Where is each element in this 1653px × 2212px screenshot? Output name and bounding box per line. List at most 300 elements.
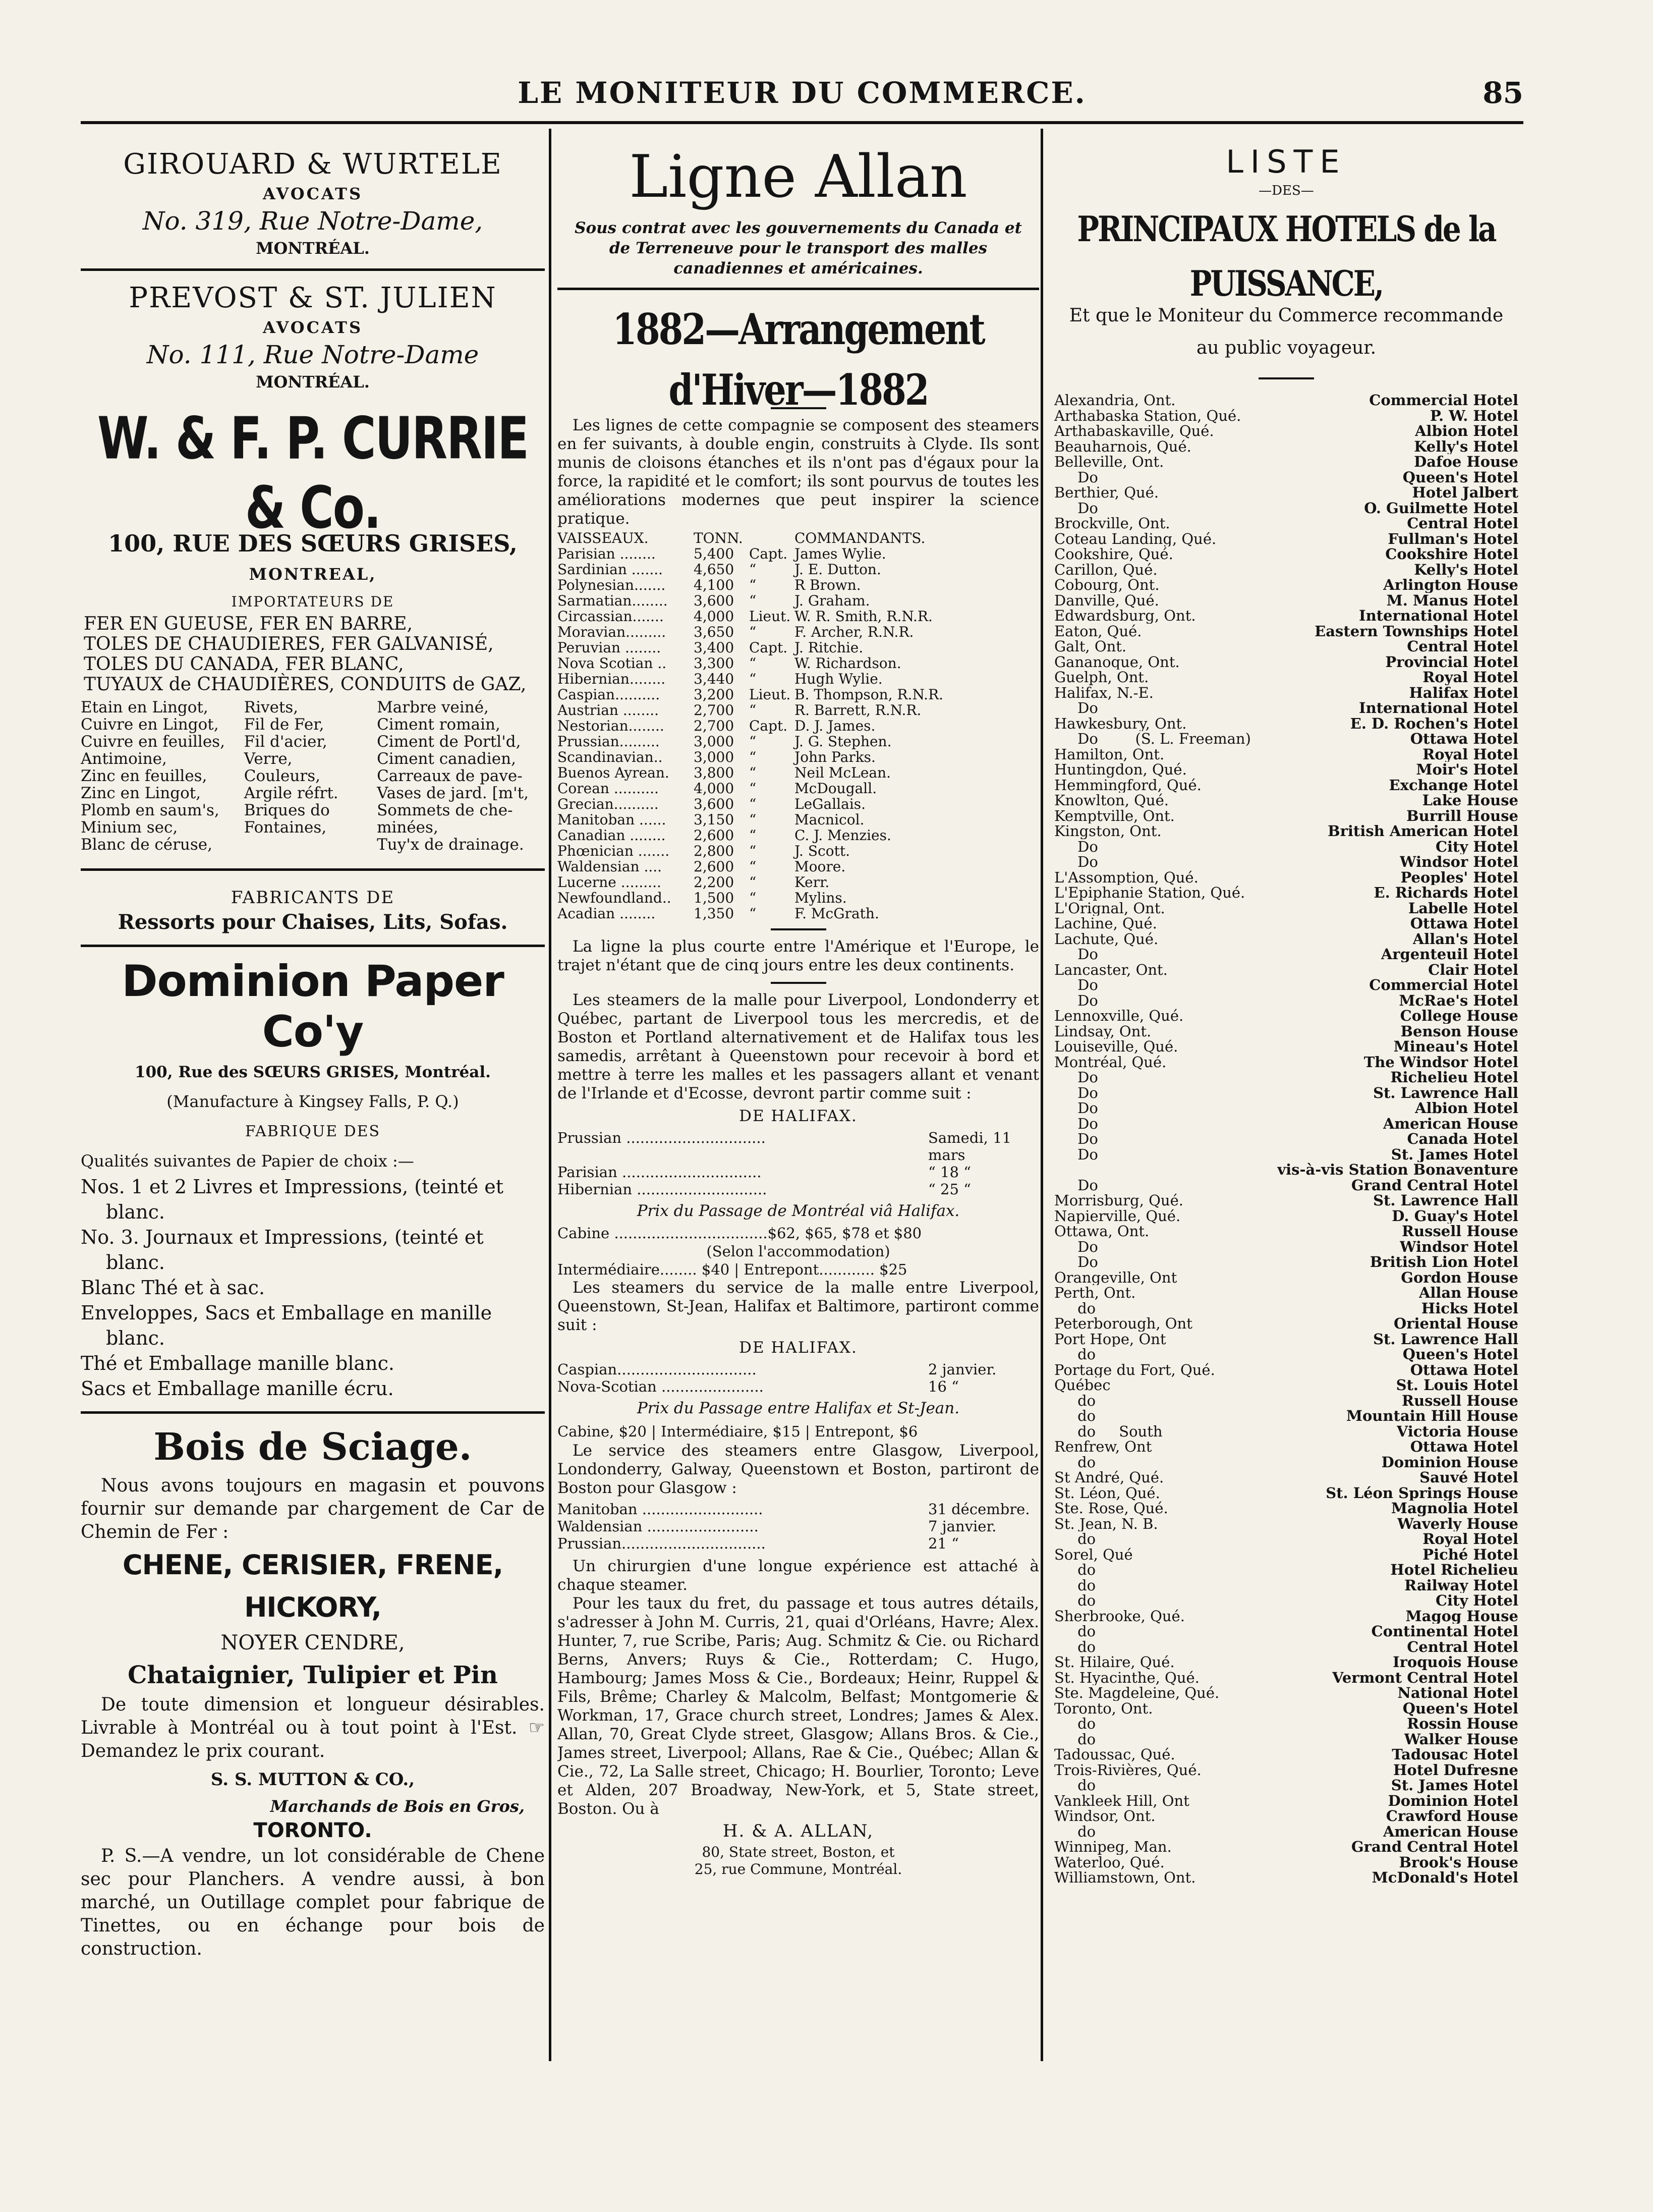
- ship-cell: 2,200: [694, 874, 734, 891]
- schedule-row: [557, 1361, 1039, 1378]
- bois-ps: P. S.—A vendre, un lot considérable de Chene sec pour Planchers. A vendre aussi, à bon marché, un Outillage complet pour fabrique de Tinettes, ou en échange pour bois de construction.: [81, 1846, 545, 1959]
- hotel-town: do: [1054, 1347, 1096, 1362]
- ship-cell: “: [749, 874, 757, 891]
- divider: [81, 1411, 545, 1414]
- ship-row: [557, 609, 1039, 624]
- hotel-name: D. Guay's Hotel: [1392, 1208, 1518, 1224]
- hotel-town: do: [1054, 1593, 1096, 1609]
- ship-row: [557, 796, 1039, 812]
- hotel-row: [1054, 1562, 1518, 1578]
- hotel-name: Royal Hotel: [1422, 746, 1518, 762]
- des-heading: —DES—: [1259, 183, 1314, 198]
- hotel-town: Carillon, Qué.: [1054, 562, 1158, 577]
- hotel-town: Galt, Ont.: [1054, 639, 1127, 654]
- hotel-row: [1054, 1839, 1518, 1855]
- ship-cell: 3,440: [694, 671, 734, 687]
- hotel-name: Hotel Richelieu: [1390, 1562, 1518, 1578]
- hotel-row: [1054, 1732, 1518, 1747]
- hotel-row: [1054, 962, 1518, 978]
- hotel-row: [1054, 1347, 1518, 1362]
- hotel-name: Rossin House: [1407, 1716, 1518, 1732]
- agent-address-1: 80, State street, Boston, et: [702, 1844, 895, 1860]
- hotel-name: American House: [1383, 1823, 1518, 1839]
- hotel-name: Canada Hotel: [1407, 1131, 1518, 1147]
- hotel-row: [1054, 1285, 1518, 1301]
- currie-product-grid: [81, 699, 545, 853]
- hotel-town: St André, Qué.: [1054, 1470, 1164, 1485]
- schedule-cell: Prussian...............................: [557, 1535, 766, 1552]
- ship-row: [557, 718, 1039, 734]
- hotel-town: Do: [1054, 500, 1098, 516]
- ship-cell: 3,150: [694, 811, 734, 828]
- hotel-town: Do: [1054, 854, 1098, 870]
- product-cell: Antimoine,: [81, 750, 167, 768]
- ship-cell: James Wylie.: [794, 545, 886, 562]
- hotel-name: City Hotel: [1435, 1593, 1518, 1609]
- hotel-name: St. Lawrence Hall: [1373, 1085, 1518, 1100]
- ship-cell: Parisian ........: [557, 545, 656, 562]
- short-rule: [771, 982, 826, 984]
- hotel-row: [1054, 1332, 1518, 1347]
- hotel-row: [1054, 839, 1518, 855]
- schedule-cell: Hibernian ............................: [557, 1181, 767, 1198]
- hotel-town: L'Orignal, Ont.: [1054, 900, 1165, 916]
- ship-cell: 3,200: [694, 686, 734, 703]
- divider: [557, 288, 1039, 290]
- bois-text: Nous avons toujours en magasin et pouvons fournir sur demande par chargement de Car de Chemin de Fer :: [81, 1475, 545, 1542]
- hotel-town: Knowlton, Qué.: [1054, 793, 1169, 808]
- hotel-town: Cobourg, Ont.: [1054, 577, 1160, 593]
- hotel-town: Hemmingford, Qué.: [1054, 777, 1202, 793]
- hotel-name: Windsor Hotel: [1399, 854, 1518, 870]
- hotel-town: do: [1054, 1300, 1096, 1316]
- ship-cell: McDougall.: [794, 780, 877, 797]
- hotel-row: [1054, 731, 1518, 747]
- hotel-row: [1054, 1254, 1518, 1270]
- bois-dimension: De toute dimension et longueur désirables. Livrable à Montréal ou à tout point à l'Est. ☞ Demandez le prix courant.: [81, 1694, 545, 1761]
- halifax-st-jean-schedule: [557, 1361, 1039, 1395]
- ships-header-cell: TONN.: [694, 530, 743, 546]
- ship-row: [557, 890, 1039, 906]
- ship-cell: R. Barrett, R.N.R.: [794, 702, 922, 718]
- ship-cell: 4,100: [694, 577, 734, 593]
- ship-row: [557, 812, 1039, 827]
- hotel-row: [1054, 916, 1518, 931]
- hotel-name: Ottawa Hotel: [1410, 916, 1518, 931]
- ship-row: [557, 749, 1039, 765]
- hotel-town: St. Hilaire, Qué.: [1054, 1654, 1175, 1670]
- hotel-row: [1054, 593, 1518, 609]
- schedule-row: [557, 1535, 1039, 1552]
- ship-cell: 1,350: [694, 905, 734, 922]
- hotel-name: Magog House: [1405, 1608, 1518, 1624]
- hotel-row: [1054, 1716, 1518, 1732]
- hotel-row: [1054, 1100, 1518, 1116]
- hotel-town: Ottawa, Ont.: [1054, 1224, 1150, 1239]
- hotel-town: Vankleek Hill, Ont: [1054, 1793, 1189, 1808]
- hotel-row: [1054, 1147, 1518, 1163]
- hotel-name: Allan's Hotel: [1412, 931, 1518, 947]
- bois-woods: CHENE, CERISIER, FRENE, HICKORY,: [122, 1549, 503, 1623]
- hotel-town: do: [1054, 1531, 1096, 1547]
- hotel-town: do: [1054, 1778, 1096, 1793]
- hotel-town: do: [1054, 1454, 1096, 1470]
- ship-cell: Sarmatian........: [557, 592, 668, 609]
- ships-table: [557, 530, 1039, 921]
- schedule-row: [557, 1129, 1039, 1164]
- hotel-town: Do: [1054, 1146, 1098, 1162]
- principaux-heading: PRINCIPAUX HOTELS de la PUISSANCE,: [1077, 208, 1496, 304]
- hotel-town: Ste. Magdeleine, Qué.: [1054, 1685, 1220, 1701]
- paper-quality-item: Blanc Thé et à sac.: [81, 1277, 265, 1299]
- hotel-row: [1054, 1516, 1518, 1532]
- ship-cell: Kerr.: [794, 874, 830, 891]
- hotel-name: vis-à-vis Station Bonaventure: [1277, 1162, 1518, 1178]
- product-cell: Ciment canadien,: [377, 750, 516, 768]
- ship-cell: “: [749, 811, 757, 828]
- hotel-town: Berthier, Qué.: [1054, 485, 1159, 501]
- hotel-town: Williamstown, Ont.: [1054, 1870, 1196, 1886]
- ship-cell: Prussian.........: [557, 733, 660, 750]
- hotel-row: [1054, 1193, 1518, 1208]
- hotel-row: [1054, 1424, 1518, 1440]
- hotel-row: [1054, 931, 1518, 947]
- hotel-name: Ottawa Hotel: [1410, 1362, 1518, 1377]
- hotel-row: [1054, 1747, 1518, 1762]
- ship-cell: Capt.: [749, 639, 788, 656]
- hotel-name: Argenteuil Hotel: [1381, 947, 1518, 962]
- hotel-town: Lachute, Qué.: [1054, 931, 1159, 947]
- hotel-name: Labelle Hotel: [1408, 900, 1518, 916]
- ship-cell: Phœnician .......: [557, 843, 670, 859]
- hotel-town: Morrisburg, Qué.: [1054, 1193, 1183, 1208]
- hotel-town: do South: [1054, 1423, 1163, 1439]
- paper-quality-item: Enveloppes, Sacs et Emballage en manille blanc.: [81, 1302, 492, 1349]
- glasgow-service: Le service des steamers entre Glasgow, Liverpool, Londonderry, Galway, Queenstown et Boston, partiront de Boston pour Glasgow :: [557, 1442, 1039, 1497]
- hotel-name: Richelieu Hotel: [1390, 1070, 1518, 1085]
- ship-cell: 2,600: [694, 827, 734, 844]
- product-cell: Carreaux de pave-: [377, 767, 523, 785]
- hotel-row: [1054, 1547, 1518, 1563]
- ship-cell: R Brown.: [794, 577, 861, 593]
- hotel-row: [1054, 793, 1518, 808]
- allan-intro: Les lignes de cette compagnie se composent des steamers en fer suivants, à double engin, construits à Clyde. Ils sont munis de cloisons étanches et ils n'ont pas d'égaux pour la force, la rapidité et le comfort; ils sont pourvus de toutes les améliorations modernes que peut inspirer la science pratique.: [557, 416, 1039, 528]
- hotel-name: St. Léon Springs House: [1326, 1485, 1518, 1501]
- hotel-town: Do: [1054, 1116, 1098, 1131]
- hotel-name: Russell House: [1401, 1224, 1518, 1239]
- ship-cell: J. G. Stephen.: [794, 733, 892, 750]
- glasgow-schedule: [557, 1501, 1039, 1552]
- hotel-row: [1054, 1008, 1518, 1024]
- hotel-row: [1054, 716, 1518, 732]
- hotel-town: Halifax, N.-E.: [1054, 685, 1154, 700]
- hotel-town: do: [1054, 1639, 1096, 1654]
- hotel-name: Queen's Hotel: [1402, 1700, 1518, 1716]
- ships-header: [557, 530, 1039, 546]
- schedule-cell: Parisian ..............................: [557, 1164, 762, 1181]
- hotel-town: Do: [1054, 1131, 1098, 1147]
- hotel-row: [1054, 577, 1518, 593]
- hotel-row: [1054, 1670, 1518, 1686]
- hotel-town: Huntingdon, Qué.: [1054, 762, 1187, 778]
- hotel-row: [1054, 531, 1518, 547]
- hotel-row: [1054, 608, 1518, 624]
- recommande-text: Et que le Moniteur du Commerce recommande au public voyageur.: [1069, 305, 1504, 358]
- hotel-row: [1054, 1855, 1518, 1870]
- hotel-name: Magnolia Hotel: [1391, 1501, 1518, 1516]
- hotel-town: Sorel, Qué: [1054, 1546, 1133, 1562]
- firm-address: No. 319, Rue Notre-Dame,: [142, 206, 483, 236]
- short-rule: [771, 928, 826, 930]
- hotel-row: [1054, 1578, 1518, 1593]
- ad-dominion-paper: [81, 956, 545, 1401]
- hotel-row: [1054, 1824, 1518, 1840]
- hotel-row: [1054, 685, 1518, 701]
- ship-cell: 3,600: [694, 592, 734, 609]
- hotel-row: [1054, 1208, 1518, 1224]
- hotel-row: [1054, 1408, 1518, 1424]
- bois-city: TORONTO.: [253, 1819, 372, 1842]
- paper-quality-item: Thé et Emballage manille blanc.: [81, 1352, 394, 1374]
- hotel-name: Central Hotel: [1407, 639, 1518, 654]
- hotel-name: Crawford House: [1386, 1808, 1518, 1824]
- hotel-row: [1054, 485, 1518, 501]
- hotel-row: [1054, 1455, 1518, 1470]
- hotel-town: do: [1054, 1562, 1096, 1578]
- hotel-row: [1054, 1808, 1518, 1824]
- hotel-town: Orangeville, Ont: [1054, 1269, 1177, 1285]
- hotel-name: Commercial Hotel: [1369, 977, 1518, 993]
- hotel-town: Do: [1054, 469, 1098, 485]
- page-number: 85: [1483, 76, 1523, 110]
- ship-row: [557, 577, 1039, 593]
- schedule-cell: “ 25 “: [928, 1181, 971, 1198]
- ship-cell: F. McGrath.: [794, 905, 879, 922]
- ship-cell: “: [749, 780, 757, 797]
- product-line: FER EN GUEUSE, FER EN BARRE,: [84, 614, 413, 634]
- ship-cell: Nova Scotian ..: [557, 655, 667, 672]
- ship-cell: Moore.: [794, 858, 846, 875]
- ship-cell: Hugh Wylie.: [794, 671, 883, 687]
- hotel-town: Napierville, Qué.: [1054, 1208, 1181, 1224]
- hotel-name: Allan House: [1418, 1285, 1518, 1301]
- hotel-name: Hotel Jalbert: [1412, 485, 1518, 501]
- schedule-cell: Nova-Scotian ......................: [557, 1378, 764, 1395]
- hotel-row: [1054, 1593, 1518, 1609]
- firm-name: PREVOST & ST. JULIEN: [129, 282, 497, 314]
- hotel-town: Do: [1054, 1070, 1098, 1085]
- hotel-town: Arthabaskaville, Qué.: [1054, 423, 1214, 439]
- agent-address-2: 25, rue Commune, Montréal.: [694, 1861, 902, 1877]
- hotel-row: [1054, 1793, 1518, 1809]
- hotel-town: St. Léon, Qué.: [1054, 1485, 1160, 1501]
- ship-cell: J. Ritchie.: [794, 639, 864, 656]
- ship-row: [557, 781, 1039, 796]
- hotel-town: do: [1054, 1823, 1096, 1839]
- paper-quality-item: Sacs et Emballage manille écru.: [81, 1377, 394, 1400]
- ships-header-cell: [749, 530, 794, 546]
- ship-cell: Newfoundland..: [557, 890, 671, 906]
- schedule-cell: “ 18 “: [928, 1164, 971, 1181]
- hotel-row: [1054, 454, 1518, 470]
- product-cell: Zinc en Lingot,: [81, 784, 201, 802]
- hotel-row: [1054, 516, 1518, 531]
- hotel-town: Beauharnois, Qué.: [1054, 438, 1191, 454]
- allan-title: Ligne Allan: [629, 143, 967, 211]
- ship-cell: J. E. Dutton.: [794, 561, 881, 578]
- hotel-row: [1054, 423, 1518, 439]
- hotel-name: Waverly House: [1397, 1516, 1518, 1531]
- product-cell: Blanc de céruse,: [81, 836, 213, 854]
- prix-heading: Prix du Passage de Montréal viâ Halifax.: [637, 1202, 960, 1220]
- schedule-cell: 7 janvier.: [928, 1518, 997, 1535]
- hotel-town: Québec: [1054, 1377, 1111, 1393]
- hotel-town: Waterloo, Qué.: [1054, 1854, 1165, 1870]
- schedule-row: [557, 1181, 1039, 1198]
- bois-noyer: NOYER CENDRE,: [220, 1631, 405, 1654]
- product-cell: Couleurs,: [244, 767, 320, 785]
- ship-cell: 3,650: [694, 624, 734, 640]
- ship-row: [557, 843, 1039, 859]
- ship-row: [557, 593, 1039, 609]
- product-line: TUYAUX de CHAUDIÈRES, CONDUITS de GAZ,: [84, 674, 527, 695]
- ship-row: [557, 859, 1039, 874]
- hotel-town: Lennoxville, Qué.: [1054, 1008, 1184, 1024]
- hotel-name: Walker House: [1404, 1731, 1518, 1747]
- divider: [81, 268, 545, 271]
- hotel-town: Danville, Qué.: [1054, 592, 1159, 608]
- hotel-name: O. Guilmette Hotel: [1364, 500, 1518, 516]
- ship-cell: Nestorian........: [557, 717, 664, 734]
- ship-cell: Grecian..........: [557, 796, 659, 812]
- bois-firm: S. S. MUTTON & CO.,: [210, 1769, 415, 1790]
- hotel-name: Provincial Hotel: [1385, 654, 1518, 670]
- hotel-row: [1054, 1162, 1518, 1178]
- ship-cell: “: [749, 905, 757, 922]
- product-cell: Fil d'acier,: [244, 733, 327, 751]
- currie-product-lines: [81, 614, 545, 695]
- hotel-name: The Windsor Hotel: [1363, 1054, 1518, 1070]
- ship-cell: Circassian.......: [557, 608, 664, 625]
- firm-role: AVOCATS: [262, 318, 363, 337]
- schedule-cell: 16 “: [928, 1378, 959, 1395]
- ad-girouard-wurtele: [81, 146, 545, 259]
- ship-cell: “: [749, 655, 757, 672]
- hotel-town: Eaton, Qué.: [1054, 623, 1142, 639]
- hotel-town: Belleville, Ont.: [1054, 454, 1164, 470]
- hotel-name: Moir's Hotel: [1416, 762, 1518, 778]
- schedule-cell: 21 “: [928, 1535, 959, 1552]
- ship-cell: 2,800: [694, 843, 734, 859]
- hotel-town: do: [1054, 1577, 1096, 1593]
- hotel-row: [1054, 1362, 1518, 1378]
- hotel-town: Tadoussac, Qué.: [1054, 1747, 1175, 1762]
- firm-name: GIROUARD & WURTELE: [123, 148, 502, 181]
- hotel-town: Do: [1054, 700, 1098, 716]
- schedule-cell: Manitoban ..........................: [557, 1501, 763, 1518]
- hotel-town: Montréal, Qué.: [1054, 1054, 1167, 1070]
- ship-cell: “: [749, 733, 757, 750]
- hotel-name: Railway Hotel: [1404, 1577, 1518, 1593]
- ships-header-cell: COMMANDANTS.: [794, 530, 926, 546]
- ship-cell: Lieut.: [749, 686, 791, 703]
- ship-row: [557, 546, 1039, 562]
- hotel-town: Coteau Landing, Qué.: [1054, 531, 1217, 546]
- ship-row: [557, 671, 1039, 687]
- hotel-row: [1054, 1654, 1518, 1670]
- ship-row: [557, 765, 1039, 781]
- hotel-name: Grand Central Hotel: [1351, 1177, 1518, 1193]
- hotel-name: Fullman's Hotel: [1388, 531, 1518, 546]
- ship-cell: 3,800: [694, 764, 734, 781]
- ship-cell: Capt.: [749, 545, 788, 562]
- hotel-town: Do (S. L. Freeman): [1054, 731, 1251, 747]
- ship-cell: 2,600: [694, 858, 734, 875]
- dominion-name: Dominion Paper Co'y: [122, 956, 504, 1057]
- hotel-name: City Hotel: [1435, 839, 1518, 854]
- product-cell: Argile réfrt.: [244, 784, 338, 802]
- product-cell: Sommets de che-: [377, 801, 513, 819]
- divider: [81, 945, 545, 947]
- hotel-name: Eastern Townships Hotel: [1315, 623, 1518, 639]
- hotel-name: Central Hotel: [1407, 1639, 1518, 1654]
- hotel-name: Halifax Hotel: [1409, 685, 1518, 700]
- product-cell: Minium sec,: [81, 818, 178, 837]
- hotel-name: Benson House: [1400, 1023, 1518, 1039]
- hotel-name: Hicks Hotel: [1421, 1300, 1518, 1316]
- schedule-cell: Prussian ..............................: [557, 1129, 766, 1146]
- hotel-row: [1054, 778, 1518, 793]
- hotel-row: [1054, 1039, 1518, 1055]
- hotel-town: Gananoque, Ont.: [1054, 654, 1180, 670]
- service-malle: Les steamers du service de la malle entre Liverpool, Queenstown, St-Jean, Halifax et Baltimore, partiront comme suit :: [557, 1279, 1039, 1334]
- divider: [81, 868, 545, 871]
- column-hotels: [1049, 136, 1523, 2089]
- hotel-row: [1054, 854, 1518, 870]
- hotel-row: [1054, 1870, 1518, 1886]
- ship-cell: 2,700: [694, 717, 734, 734]
- agents-details: Pour les taux du fret, du passage et tous autres détails, s'adresser à John M. Curris, 21, quai d'Orléans, Havre; Alex. Hunter, 7, rue Scribe, Paris; Aug. Schmitz & Cie. ou Richard Berns, Anvers; Ruys & Cie., Rotterdam; C. Hugo, Hambourg; James Moss & Cie., Bordeaux; Heinr, Ruppel & Fils, Brême; Charley & Malcolm, Belfast; Montgomerie & Workman, 17, Grace church street, Londres; James & Alex. Allan, 70, Great Clyde street, Glasgow; Allans Bros. & Cie., James street, Liverpool; Allans, Rae & Cie., Québec; Allan & Cie., 72, La Salle street, Chicago; H. Bourlier, Toronto; Leve et Alden, 207 Broadway, New-York, et 5, State street, Boston. Ou à: [557, 1594, 1039, 1818]
- hotel-row: [1054, 1778, 1518, 1793]
- product-cell: Ciment de Portl'd,: [377, 733, 521, 751]
- ship-cell: Peruvian ........: [557, 639, 661, 656]
- column-rule-1: [549, 129, 551, 2061]
- hotel-name: Russell House: [1401, 1393, 1518, 1408]
- ship-row: [557, 655, 1039, 671]
- ad-currie: [81, 404, 545, 853]
- hotel-name: Ottawa Hotel: [1410, 731, 1518, 747]
- product-line: TOLES DU CANADA, FER BLANC,: [84, 654, 404, 675]
- hotel-town: Alexandria, Ont.: [1054, 393, 1176, 408]
- hotel-row: [1054, 670, 1518, 685]
- ship-cell: 3,400: [694, 639, 734, 656]
- schedule-cell: Samedi, 11 mars: [928, 1129, 1011, 1164]
- hotel-row: [1054, 624, 1518, 639]
- hotel-row: [1054, 439, 1518, 455]
- hotel-name: Windsor Hotel: [1399, 1239, 1518, 1254]
- hotel-town: Port Hope, Ont: [1054, 1331, 1166, 1347]
- hotel-name: Royal Hotel: [1422, 670, 1518, 685]
- hotel-name: British American Hotel: [1328, 823, 1518, 839]
- ship-cell: 3,300: [694, 655, 734, 672]
- hotel-list: [1049, 393, 1523, 1886]
- hotel-name: British Lion Hotel: [1370, 1254, 1518, 1270]
- bois-title: Bois de Sciage.: [153, 1425, 472, 1469]
- hotel-row: [1054, 1270, 1518, 1286]
- hotel-row: [1054, 1178, 1518, 1193]
- ship-cell: “: [749, 827, 757, 844]
- product-cell: Verre,: [244, 750, 293, 768]
